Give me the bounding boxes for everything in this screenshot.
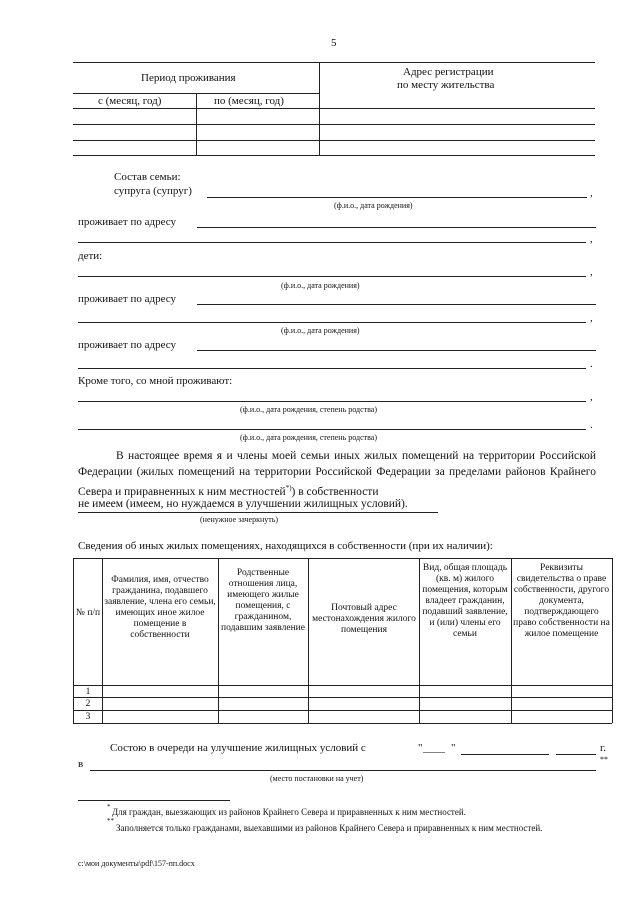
table-row-num: 2	[85, 699, 91, 709]
col-address-header: Почтовый адрес местонахождения жилого помещения	[312, 603, 416, 635]
col-relation-header: Родственные отношения лица, имеющего жилые помещения, с гражданином, подавшим заявление	[221, 568, 305, 633]
col-name-header: Фамилия, имя, отчество гражданина, подавшего заявление, члена его семьи, имеющих иное жилое помещение в собственности	[104, 575, 216, 640]
queue-hint: (место постановки на учет)	[270, 774, 364, 783]
address-header-line1: Адрес регистрации	[403, 66, 494, 78]
spouse-hint: (ф.и.о., дата рождения)	[334, 201, 413, 210]
table-row-num: 3	[85, 712, 91, 722]
address-header-line2: по месту жительства	[397, 79, 495, 91]
spouse-field[interactable]	[207, 197, 587, 198]
table-row-num: 1	[85, 687, 91, 697]
lives-at-label-2: проживает по адресу	[78, 293, 176, 305]
children-hint-1: (ф.и.о., дата рождения)	[281, 281, 360, 290]
statement-text-end: ) в собственности	[291, 485, 379, 498]
statement-footnote-mark: *)	[285, 484, 292, 492]
file-path: c:\мои документы\pdf\157-пп.docx	[78, 859, 195, 868]
queue-day-blank[interactable]: ____	[423, 742, 445, 754]
queue-place-field[interactable]	[90, 770, 596, 771]
also-living-field-1[interactable]	[78, 401, 586, 402]
queue-text: Состою в очереди на улучшение жилищных условий с	[110, 742, 366, 754]
footnote-1-mark: *	[107, 803, 111, 811]
queue-footnote-mark: **	[600, 755, 608, 764]
child-address-field-2[interactable]	[197, 350, 596, 351]
queue-month-field[interactable]	[461, 754, 549, 755]
also-living-hint-2: (ф.и.о., дата рождения, степень родства)	[240, 433, 378, 442]
footnote-2-mark: **	[107, 817, 114, 825]
spouse-label: супруга (супруг)	[114, 185, 192, 197]
lives-at-label-3: проживает по адресу	[78, 339, 176, 351]
col-requisites-header: Реквизиты свидетельства о праве собственности, другого документа, подтверждающего право собственности на жилое помещение	[513, 563, 610, 639]
spouse-address-field-2[interactable]	[78, 242, 586, 243]
property-table-title: Сведения об иных жилых помещениях, находящихся в собственности (при их наличии):	[78, 540, 493, 552]
to-header: по (месяц, год)	[214, 95, 284, 107]
statement-underline	[78, 512, 438, 513]
queue-in-label: в	[78, 758, 84, 770]
footnote-2: Заполняется только гражданами, выехавшими из районов Крайнего Севера и приравненных к ним местностей.	[116, 823, 543, 833]
child-field-2[interactable]	[78, 322, 586, 323]
period-header: Период проживания	[141, 72, 236, 84]
footnote-divider	[78, 800, 230, 801]
statement-hint: (ненужное зачеркнуть)	[200, 515, 279, 524]
col-type-header: Вид, общая площадь (кв. м) жилого помещения, которым владеет гражданин, подавший заявление, и (или) члены его семьи	[422, 563, 508, 639]
statement-text: В настоящее время я и члены моей семьи иных жилых помещений на территории Российской Федерации (жилых помещений на территории Российской Федерации за пределами районов Крайнего Севера и приравненных к ним местностей	[78, 450, 596, 498]
page-number: 5	[331, 37, 337, 49]
child-address-field[interactable]	[197, 304, 596, 305]
statement-last-line: не имеем (имеем, но нуждаемся в улучшении жилищных условий).	[78, 498, 408, 510]
children-label: дети:	[78, 250, 103, 262]
children-hint-2: (ф.и.о., дата рождения)	[281, 326, 360, 335]
child-address-field-3[interactable]	[78, 368, 586, 369]
family-title: Состав семьи:	[114, 171, 181, 183]
children-field[interactable]	[78, 276, 586, 277]
statement-paragraph	[78, 448, 596, 500]
also-living-field-2[interactable]	[78, 429, 586, 430]
lives-at-label-1: проживает по адресу	[78, 216, 176, 228]
queue-year-field[interactable]	[556, 754, 596, 755]
also-living-label: Кроме того, со мной проживают:	[78, 375, 233, 387]
col-num-header: № п/п	[75, 608, 101, 618]
footnote-1: Для граждан, выезжающих из районов Крайнего Севера и приравненных к ним местностей.	[112, 807, 466, 817]
also-living-hint-1: (ф.и.о., дата рождения, степень родства)	[240, 405, 378, 414]
queue-year-suffix: г.	[600, 742, 607, 754]
spouse-address-field[interactable]	[197, 227, 596, 228]
from-header: с (месяц, год)	[98, 95, 162, 107]
